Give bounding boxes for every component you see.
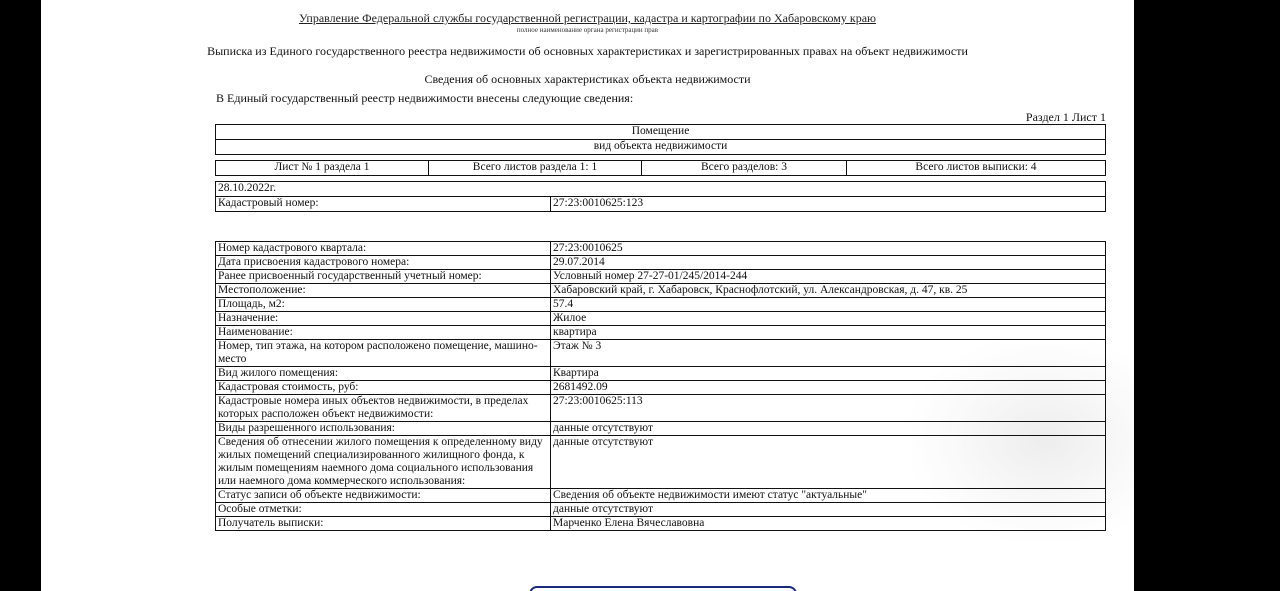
row-value: 57.4 xyxy=(551,298,1106,312)
org-name: Управление Федеральной службы государственной регистрации, кадастра и картографии по Хабаровскому краю xyxy=(298,11,877,25)
section-title: Сведения об основных характеристиках объекта недвижимости xyxy=(424,72,751,86)
table-row xyxy=(216,367,1106,381)
bottom-action-button[interactable] xyxy=(529,586,797,591)
extract-date: 28.10.2022г. xyxy=(216,182,1106,197)
row-label: Сведения об отнесении жилого помещения к определенному виду жилых помещений специализированного жилищного фонда, к жилым помещениям наемного дома социального использования или наемного дома коммерческого использования: xyxy=(216,436,551,489)
object-type-caption: вид объекта недвижимости xyxy=(216,140,1106,155)
total-sheets-section: Всего листов раздела 1: 1 xyxy=(429,161,642,176)
row-value: данные отсутствуют xyxy=(551,503,1106,517)
row-label: Назначение: xyxy=(216,312,551,326)
row-label: Ранее присвоенный государственный учетный номер: xyxy=(216,270,551,284)
cadastral-number-value: 27:23:0010625:123 xyxy=(551,197,1106,212)
row-label: Дата присвоения кадастрового номера: xyxy=(216,256,551,270)
row-value: Условный номер 27-27-01/245/2014-244 xyxy=(551,270,1106,284)
table-row xyxy=(216,242,1106,256)
row-label: Виды разрешенного использования: xyxy=(216,422,551,436)
table-row xyxy=(216,312,1106,326)
total-sections: Всего разделов: 3 xyxy=(642,161,847,176)
row-label: Местоположение: xyxy=(216,284,551,298)
table-row xyxy=(216,381,1106,395)
sheet-number: Лист № 1 раздела 1 xyxy=(216,161,429,176)
table-row xyxy=(216,489,1106,503)
table-row xyxy=(216,395,1106,422)
total-sheets-extract: Всего листов выписки: 4 xyxy=(847,161,1106,176)
table-row xyxy=(216,326,1106,340)
row-value: Марченко Елена Вячеславовна xyxy=(551,517,1106,531)
row-label: Вид жилого помещения: xyxy=(216,367,551,381)
row-value: Жилое xyxy=(551,312,1106,326)
row-label: Статус записи об объекте недвижимости: xyxy=(216,489,551,503)
table-row xyxy=(216,298,1106,312)
object-type: Помещение xyxy=(216,125,1106,140)
table-row xyxy=(216,517,1106,531)
table-row xyxy=(216,436,1106,489)
row-value: данные отсутствуют xyxy=(551,436,1106,489)
row-value: данные отсутствуют xyxy=(551,422,1106,436)
document-page xyxy=(41,0,1134,591)
row-value: 2681492.09 xyxy=(551,381,1106,395)
table-row xyxy=(216,270,1106,284)
table-row xyxy=(216,422,1106,436)
row-label: Получатель выписки: xyxy=(216,517,551,531)
row-value: Хабаровский край, г. Хабаровск, Краснофлотский, ул. Александровская, д. 47, кв. 25 xyxy=(551,284,1106,298)
row-value: 27:23:0010625 xyxy=(551,242,1106,256)
section-sheet-label: Раздел 1 Лист 1 xyxy=(1025,110,1106,124)
cadastral-number-label: Кадастровый номер: xyxy=(216,197,551,212)
object-type-table xyxy=(215,124,1106,155)
row-label: Особые отметки: xyxy=(216,503,551,517)
row-value: квартира xyxy=(551,326,1106,340)
extract-title: Выписка из Единого государственного реестра недвижимости об основных характеристиках и зарегистрированных правах на объект недвижимости xyxy=(207,44,968,58)
date-cadastral-table xyxy=(215,181,1106,212)
sheets-table xyxy=(215,160,1106,176)
row-value: Сведения об объекте недвижимости имеют статус "актуальные" xyxy=(551,489,1106,503)
table-row xyxy=(216,284,1106,298)
table-row xyxy=(216,340,1106,367)
table-row xyxy=(216,256,1106,270)
table-row xyxy=(216,503,1106,517)
row-label: Номер кадастрового квартала: xyxy=(216,242,551,256)
row-label: Кадастровые номера иных объектов недвижимости, в пределах которых расположен объект недвижимости: xyxy=(216,395,551,422)
org-caption: полное наименование органа регистрации прав xyxy=(516,26,659,34)
row-value: Этаж № 3 xyxy=(551,340,1106,367)
row-label: Номер, тип этажа, на котором расположено помещение, машино-место xyxy=(216,340,551,367)
characteristics-table xyxy=(215,241,1106,531)
row-label: Площадь, м2: xyxy=(216,298,551,312)
row-value: 27:23:0010625:113 xyxy=(551,395,1106,422)
row-label: Наименование: xyxy=(216,326,551,340)
intro-text: В Единый государственный реестр недвижимости внесены следующие сведения: xyxy=(216,91,634,105)
row-label: Кадастровая стоимость, руб: xyxy=(216,381,551,395)
row-value: Квартира xyxy=(551,367,1106,381)
row-value: 29.07.2014 xyxy=(551,256,1106,270)
